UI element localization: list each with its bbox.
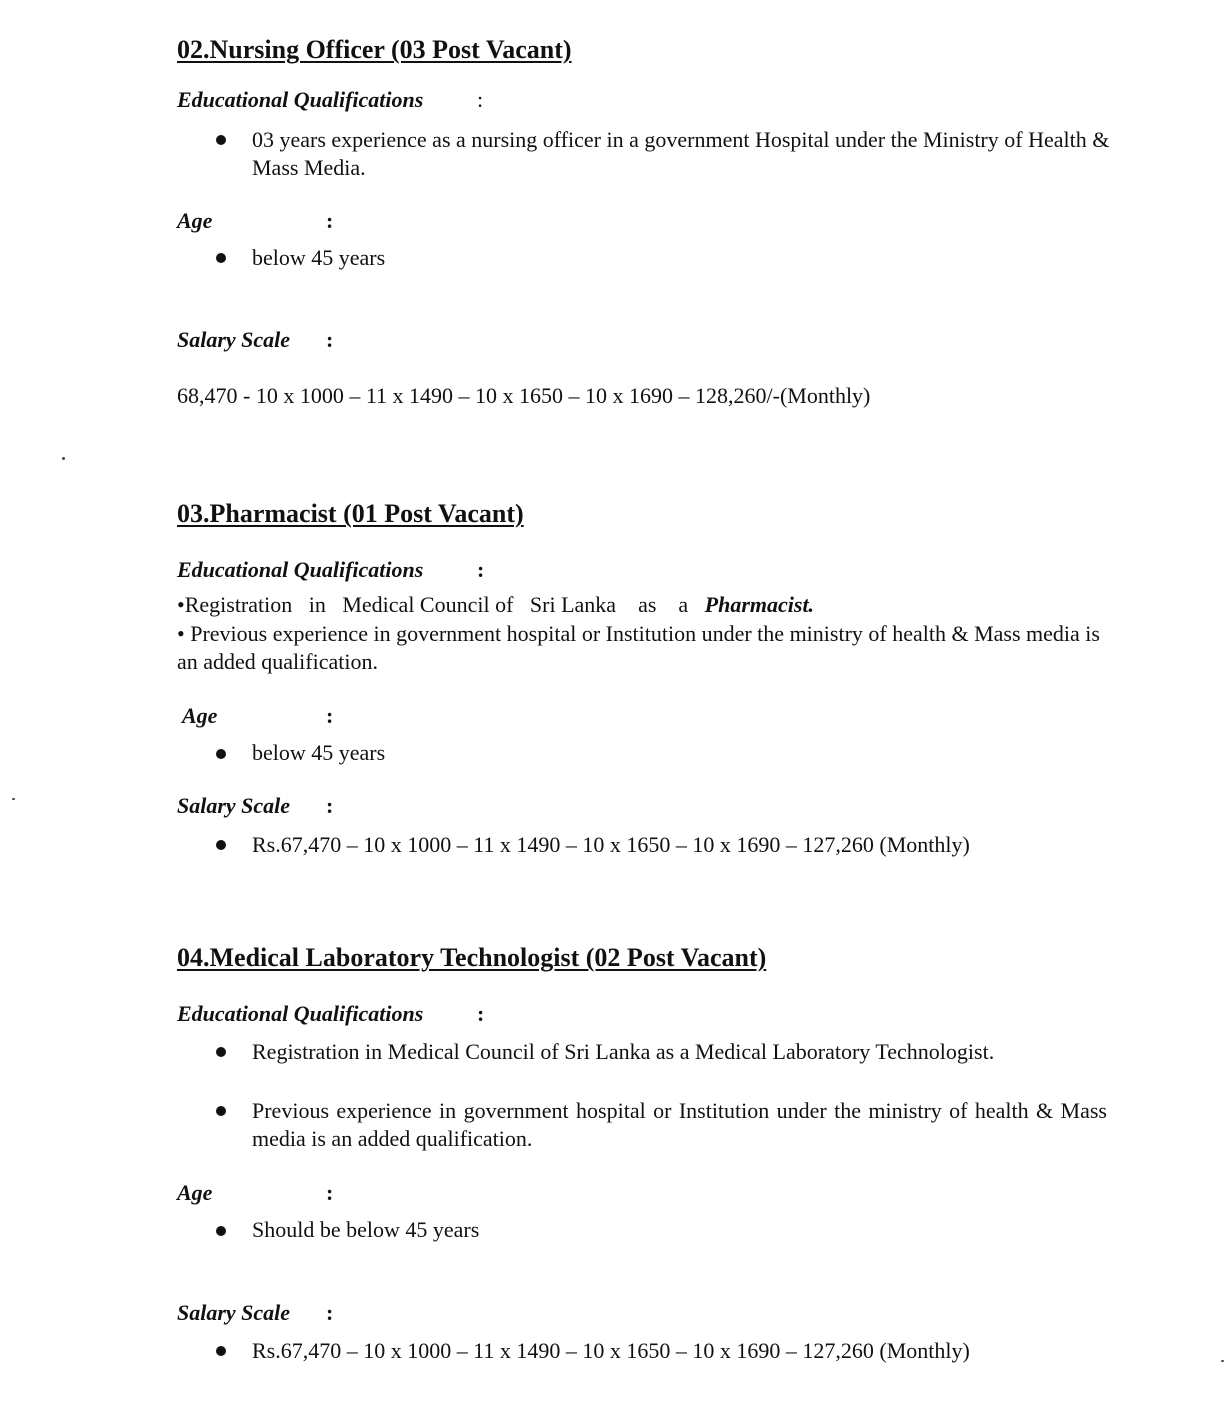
section-03-edu-line2: • Previous experience in government hospital or Institution under the ministry of health & Mass media is an added qualification. [177,621,1100,674]
bullet-icon [216,1106,226,1116]
bullet-icon [216,1226,226,1236]
section-03-age-label: Age [182,703,218,728]
section-02-edu-label: Educational Qualifications [177,87,424,112]
section-04-age-label: Age [177,1180,213,1205]
section-02-heading: 02.Nursing Officer (03 Post Vacant) [177,35,572,64]
section-02-salary-colon: : [326,327,334,352]
section-03-salary-label: Salary Scale [177,793,291,818]
bullet-icon [216,840,226,850]
section-02-edu-colon: : [477,87,484,112]
section-03-salary-colon: : [326,793,334,818]
bullet-icon [216,135,226,145]
section-04-edu-colon: : [477,1001,485,1026]
section-03-edu-colon: : [477,557,485,582]
section-03-edu-line1-emph: Pharmacist. [704,592,815,617]
section-02-salary-label: Salary Scale [177,327,291,352]
section-04-salary-item: Rs.67,470 – 10 x 1000 – 11 x 1490 – 10 x 1650 – 10 x 1690 – 127,260 (Monthly) [252,1338,970,1363]
section-04-age-colon: : [326,1180,334,1205]
section-04-edu-label: Educational Qualifications [177,1001,424,1026]
bullet-icon [216,749,226,759]
section-03-salary-item: Rs.67,470 – 10 x 1000 – 11 x 1490 – 10 x 1650 – 10 x 1690 – 127,260 (Monthly) [252,832,970,857]
section-02-age-colon: : [326,208,334,233]
section-04-salary-label: Salary Scale [177,1300,291,1325]
section-04-edu-item-2: Previous experience in government hospital or Institution under the ministry of health & Mass media is an added qualification. [252,1098,1107,1151]
section-03-age-colon: : [326,703,334,728]
section-03-heading: 03.Pharmacist (01 Post Vacant) [177,499,524,528]
section-03-age-item: below 45 years [252,740,386,765]
section-02-salary-text: 68,470 - 10 x 1000 – 11 x 1490 – 10 x 1650 – 10 x 1690 – 128,260/-(Monthly) [177,383,871,408]
section-03-edu-line1-prefix: •Registration in Medical Council of Sri Lanka as a [177,592,705,617]
section-04-edu-item-1: Registration in Medical Council of Sri Lanka as a Medical Laboratory Technologist. [252,1039,995,1064]
bullet-icon [216,1047,226,1057]
scan-speck [1221,1360,1224,1362]
section-04-age-item: Should be below 45 years [252,1217,480,1242]
bullet-icon [216,1346,226,1356]
section-03-edu-label: Educational Qualifications [177,557,424,582]
scan-speck [62,457,65,460]
section-04-salary-colon: : [326,1300,334,1325]
section-03-edu-line1 [177,591,814,619]
section-02-edu-item: 03 years experience as a nursing officer in a government Hospital under the Ministry of Health & Mass Media. [252,127,1110,180]
section-02-age-item: below 45 years [252,245,386,270]
section-02-age-label: Age [177,208,213,233]
bullet-icon [216,253,226,263]
section-04-heading: 04.Medical Laboratory Technologist (02 Post Vacant) [177,943,767,972]
scan-speck [12,798,15,800]
